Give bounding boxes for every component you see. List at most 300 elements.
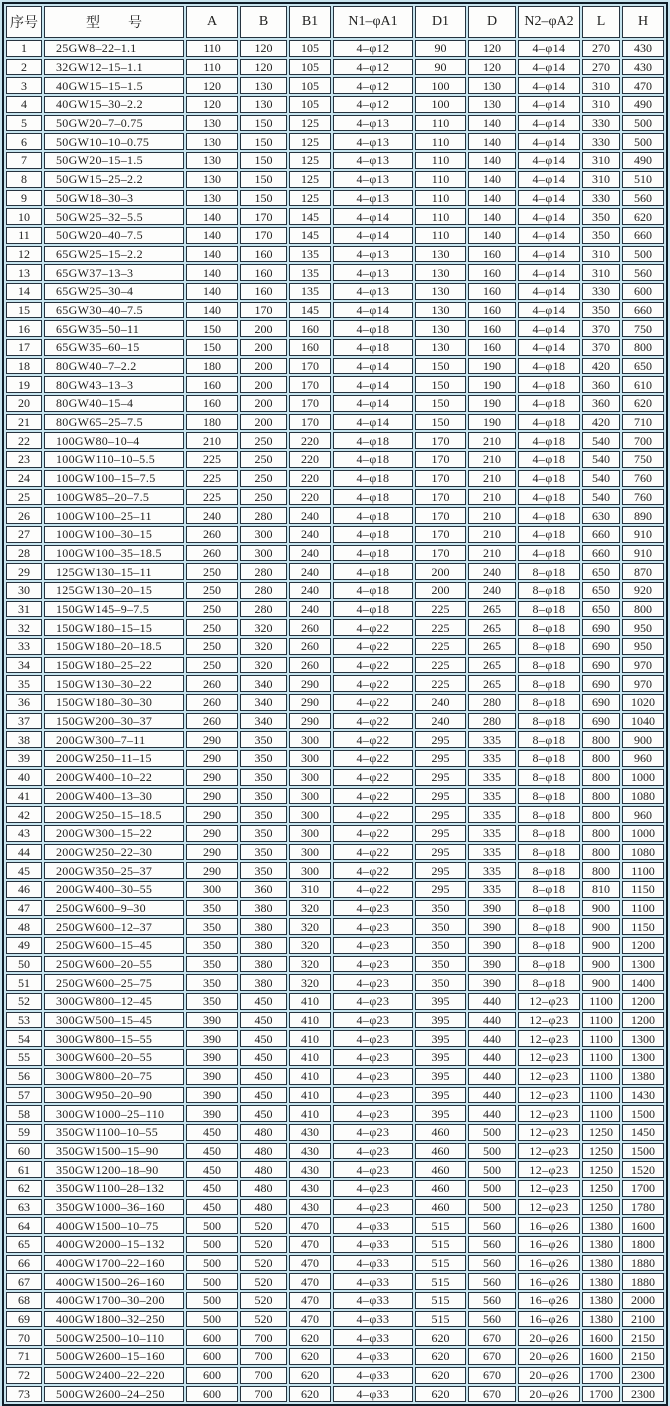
cell-D1: 225 (415, 638, 466, 655)
cell-B1: 470 (289, 1311, 331, 1328)
cell-model: 150GW200–30–37 (44, 713, 184, 730)
cell-D: 335 (468, 825, 516, 842)
cell-D: 335 (468, 788, 516, 805)
cell-B: 700 (240, 1386, 287, 1403)
cell-N1-A1: 4–φ33 (333, 1386, 413, 1403)
cell-B1: 240 (289, 582, 331, 599)
cell-A: 290 (186, 750, 238, 767)
table-row (6, 1012, 664, 1029)
cell-N2-A2: 16–φ26 (518, 1273, 580, 1290)
cell-B: 480 (240, 1143, 287, 1160)
cell-D: 120 (468, 40, 516, 57)
cell-N1-A1: 4–φ23 (333, 993, 413, 1010)
cell-D1: 110 (415, 171, 466, 188)
cell-A: 500 (186, 1311, 238, 1328)
cell-H: 920 (622, 582, 664, 599)
cell-model: 150GW180–15–15 (44, 619, 184, 636)
table-body (6, 40, 664, 1402)
cell-N1-A1: 4–φ22 (333, 619, 413, 636)
cell-model: 400GW1700–30–200 (44, 1292, 184, 1309)
cell-D1: 620 (415, 1329, 466, 1346)
cell-B1: 240 (289, 601, 331, 618)
cell-B1: 170 (289, 376, 331, 393)
cell-A: 140 (186, 227, 238, 244)
cell-B1: 470 (289, 1236, 331, 1253)
cell-D1: 515 (415, 1217, 466, 1234)
cell-D1: 150 (415, 376, 466, 393)
cell-N2-A2: 12–φ23 (518, 1180, 580, 1197)
header-N2-A2: N2–φA2 (518, 6, 580, 38)
cell-D: 140 (468, 152, 516, 169)
cell-B: 150 (240, 115, 287, 132)
cell-B1: 620 (289, 1329, 331, 1346)
cell-D: 160 (468, 283, 516, 300)
cell-D: 265 (468, 638, 516, 655)
cell-D1: 150 (415, 358, 466, 375)
cell-model: 300GW950–20–90 (44, 1087, 184, 1104)
cell-model: 250GW600–12–37 (44, 918, 184, 935)
cell-B: 150 (240, 171, 287, 188)
cell-N2-A2: 4–φ14 (518, 264, 580, 281)
cell-A: 130 (186, 152, 238, 169)
cell-D: 140 (468, 227, 516, 244)
cell-N1-A1: 4–φ13 (333, 133, 413, 150)
cell-A: 110 (186, 59, 238, 76)
table-row (6, 451, 664, 468)
cell-B: 450 (240, 1049, 287, 1066)
cell-B1: 430 (289, 1161, 331, 1178)
cell-H: 750 (622, 451, 664, 468)
cell-H: 1100 (622, 862, 664, 879)
cell-L: 900 (582, 900, 620, 917)
table-row (6, 395, 664, 412)
cell-A: 290 (186, 806, 238, 823)
cell-L: 900 (582, 956, 620, 973)
table-row (6, 862, 664, 879)
pump-spec-table (2, 2, 668, 1406)
cell-L: 800 (582, 788, 620, 805)
cell-D: 210 (468, 489, 516, 506)
cell-D1: 170 (415, 507, 466, 524)
cell-A: 450 (186, 1199, 238, 1216)
cell-index: 14 (6, 283, 42, 300)
cell-B1: 105 (289, 77, 331, 94)
header-model: 型 号 (44, 6, 184, 38)
cell-H: 660 (622, 227, 664, 244)
cell-model: 40GW15–15–1.5 (44, 77, 184, 94)
cell-D: 240 (468, 563, 516, 580)
cell-N2-A2: 12–φ23 (518, 1161, 580, 1178)
table-row (6, 1030, 664, 1047)
cell-D: 140 (468, 115, 516, 132)
cell-B: 200 (240, 320, 287, 337)
cell-N2-A2: 12–φ23 (518, 1199, 580, 1216)
cell-L: 540 (582, 489, 620, 506)
table-row (6, 1105, 664, 1122)
table-row (6, 40, 664, 57)
cell-A: 225 (186, 451, 238, 468)
cell-H: 430 (622, 40, 664, 57)
cell-N1-A1: 4–φ18 (333, 526, 413, 543)
cell-D: 560 (468, 1292, 516, 1309)
cell-N2-A2: 4–φ14 (518, 320, 580, 337)
cell-model: 350GW1500–15–90 (44, 1143, 184, 1160)
cell-B1: 105 (289, 96, 331, 113)
cell-B1: 240 (289, 507, 331, 524)
cell-H: 1600 (622, 1217, 664, 1234)
cell-N2-A2: 8–φ18 (518, 900, 580, 917)
cell-N2-A2: 12–φ23 (518, 1012, 580, 1029)
cell-A: 110 (186, 40, 238, 57)
cell-A: 390 (186, 1030, 238, 1047)
cell-B: 160 (240, 283, 287, 300)
cell-N1-A1: 4–φ22 (333, 675, 413, 692)
cell-L: 360 (582, 376, 620, 393)
cell-index: 41 (6, 788, 42, 805)
table-row (6, 638, 664, 655)
table-row (6, 844, 664, 861)
cell-H: 910 (622, 526, 664, 543)
cell-D: 390 (468, 974, 516, 991)
cell-N2-A2: 12–φ23 (518, 1030, 580, 1047)
cell-D: 500 (468, 1161, 516, 1178)
cell-D: 265 (468, 601, 516, 618)
cell-H: 490 (622, 96, 664, 113)
cell-D1: 515 (415, 1273, 466, 1290)
cell-L: 660 (582, 526, 620, 543)
cell-H: 500 (622, 115, 664, 132)
cell-D1: 110 (415, 115, 466, 132)
cell-index: 5 (6, 115, 42, 132)
cell-B1: 320 (289, 974, 331, 991)
cell-A: 350 (186, 956, 238, 973)
cell-D1: 170 (415, 432, 466, 449)
cell-index: 71 (6, 1348, 42, 1365)
cell-D1: 515 (415, 1311, 466, 1328)
cell-D: 210 (468, 526, 516, 543)
cell-A: 300 (186, 881, 238, 898)
cell-N1-A1: 4–φ12 (333, 40, 413, 57)
cell-N1-A1: 4–φ13 (333, 190, 413, 207)
cell-H: 620 (622, 208, 664, 225)
cell-D: 130 (468, 77, 516, 94)
cell-D: 390 (468, 900, 516, 917)
cell-B: 360 (240, 881, 287, 898)
cell-D: 335 (468, 731, 516, 748)
table-row (6, 937, 664, 954)
cell-A: 140 (186, 264, 238, 281)
header-B: B (240, 6, 287, 38)
cell-N1-A1: 4–φ18 (333, 545, 413, 562)
cell-N1-A1: 4–φ18 (333, 601, 413, 618)
cell-index: 25 (6, 489, 42, 506)
table-row (6, 545, 664, 562)
cell-H: 1880 (622, 1255, 664, 1272)
cell-N2-A2: 8–φ18 (518, 788, 580, 805)
cell-N2-A2: 8–φ18 (518, 974, 580, 991)
cell-model: 250GW600–9–30 (44, 900, 184, 917)
cell-L: 800 (582, 731, 620, 748)
cell-H: 560 (622, 264, 664, 281)
cell-index: 57 (6, 1087, 42, 1104)
cell-N2-A2: 4–φ18 (518, 489, 580, 506)
cell-D: 160 (468, 246, 516, 263)
cell-L: 650 (582, 582, 620, 599)
cell-B1: 125 (289, 133, 331, 150)
cell-model: 350GW1200–18–90 (44, 1161, 184, 1178)
cell-B: 200 (240, 376, 287, 393)
cell-D: 335 (468, 844, 516, 861)
cell-B: 250 (240, 470, 287, 487)
cell-L: 330 (582, 190, 620, 207)
cell-B1: 310 (289, 881, 331, 898)
cell-B1: 300 (289, 750, 331, 767)
cell-A: 350 (186, 937, 238, 954)
cell-D: 120 (468, 59, 516, 76)
cell-model: 100GW80–10–4 (44, 432, 184, 449)
cell-A: 140 (186, 283, 238, 300)
cell-D1: 460 (415, 1124, 466, 1141)
cell-index: 48 (6, 918, 42, 935)
cell-D1: 225 (415, 619, 466, 636)
cell-A: 250 (186, 657, 238, 674)
table-row (6, 302, 664, 319)
cell-index: 18 (6, 358, 42, 375)
cell-D1: 150 (415, 395, 466, 412)
cell-D1: 295 (415, 788, 466, 805)
cell-model: 65GW30–40–7.5 (44, 302, 184, 319)
cell-B: 380 (240, 900, 287, 917)
table-row (6, 1367, 664, 1384)
cell-model: 100GW85–20–7.5 (44, 489, 184, 506)
cell-N2-A2: 4–φ18 (518, 545, 580, 562)
cell-model: 350GW1000–36–160 (44, 1199, 184, 1216)
cell-N1-A1: 4–φ18 (333, 489, 413, 506)
table-row (6, 432, 664, 449)
cell-N2-A2: 16–φ26 (518, 1236, 580, 1253)
cell-A: 350 (186, 993, 238, 1010)
cell-D: 210 (468, 470, 516, 487)
cell-A: 290 (186, 862, 238, 879)
cell-N2-A2: 20–φ26 (518, 1386, 580, 1403)
cell-N2-A2: 8–φ18 (518, 956, 580, 973)
cell-L: 1700 (582, 1386, 620, 1403)
cell-B: 520 (240, 1292, 287, 1309)
cell-model: 400GW1500–10–75 (44, 1217, 184, 1234)
cell-model: 200GW300–7–11 (44, 731, 184, 748)
cell-B: 350 (240, 788, 287, 805)
cell-index: 39 (6, 750, 42, 767)
cell-D: 160 (468, 339, 516, 356)
table-row (6, 283, 664, 300)
cell-L: 1700 (582, 1367, 620, 1384)
cell-D1: 110 (415, 152, 466, 169)
cell-N1-A1: 4–φ22 (333, 862, 413, 879)
cell-B: 450 (240, 1087, 287, 1104)
cell-D: 440 (468, 1068, 516, 1085)
table-row (6, 993, 664, 1010)
cell-H: 1300 (622, 1030, 664, 1047)
cell-B1: 220 (289, 470, 331, 487)
cell-A: 350 (186, 918, 238, 935)
cell-index: 70 (6, 1329, 42, 1346)
cell-index: 44 (6, 844, 42, 861)
cell-B1: 240 (289, 526, 331, 543)
cell-index: 35 (6, 675, 42, 692)
cell-D: 560 (468, 1311, 516, 1328)
cell-N1-A1: 4–φ23 (333, 1012, 413, 1029)
cell-model: 125GW130–15–11 (44, 563, 184, 580)
table-row (6, 264, 664, 281)
cell-L: 900 (582, 937, 620, 954)
cell-N2-A2: 12–φ23 (518, 1049, 580, 1066)
table-row (6, 769, 664, 786)
cell-model: 50GW10–10–0.75 (44, 133, 184, 150)
cell-B: 350 (240, 806, 287, 823)
table-row (6, 900, 664, 917)
table-row (6, 376, 664, 393)
cell-L: 800 (582, 806, 620, 823)
cell-index: 42 (6, 806, 42, 823)
cell-B1: 410 (289, 1012, 331, 1029)
cell-H: 1150 (622, 918, 664, 935)
table-row (6, 320, 664, 337)
cell-L: 800 (582, 862, 620, 879)
cell-index: 38 (6, 731, 42, 748)
cell-N1-A1: 4–φ22 (333, 694, 413, 711)
table-row (6, 1329, 664, 1346)
cell-D: 440 (468, 1087, 516, 1104)
cell-N2-A2: 8–φ18 (518, 881, 580, 898)
cell-D1: 395 (415, 1087, 466, 1104)
cell-D1: 130 (415, 246, 466, 263)
cell-A: 500 (186, 1273, 238, 1290)
cell-B1: 320 (289, 956, 331, 973)
cell-D1: 110 (415, 190, 466, 207)
cell-N2-A2: 20–φ26 (518, 1329, 580, 1346)
cell-L: 370 (582, 320, 620, 337)
cell-D: 210 (468, 451, 516, 468)
cell-N1-A1: 4–φ18 (333, 563, 413, 580)
cell-N2-A2: 4–φ14 (518, 59, 580, 76)
cell-index: 53 (6, 1012, 42, 1029)
cell-H: 1800 (622, 1236, 664, 1253)
cell-D1: 460 (415, 1180, 466, 1197)
cell-index: 47 (6, 900, 42, 917)
cell-B: 340 (240, 694, 287, 711)
cell-H: 1100 (622, 900, 664, 917)
cell-D1: 130 (415, 302, 466, 319)
cell-N2-A2: 8–φ18 (518, 713, 580, 730)
table-row (6, 657, 664, 674)
cell-N1-A1: 4–φ33 (333, 1236, 413, 1253)
cell-B1: 410 (289, 993, 331, 1010)
table-row (6, 1386, 664, 1403)
cell-D1: 395 (415, 1049, 466, 1066)
cell-index: 69 (6, 1311, 42, 1328)
cell-H: 2000 (622, 1292, 664, 1309)
cell-B: 450 (240, 993, 287, 1010)
cell-B: 130 (240, 77, 287, 94)
table-row (6, 1311, 664, 1328)
cell-H: 1080 (622, 844, 664, 861)
cell-B1: 320 (289, 918, 331, 935)
table-row (6, 881, 664, 898)
cell-N1-A1: 4–φ23 (333, 1199, 413, 1216)
cell-model: 200GW400–30–55 (44, 881, 184, 898)
cell-L: 1250 (582, 1143, 620, 1160)
table-row (6, 1217, 664, 1234)
cell-N2-A2: 8–φ18 (518, 694, 580, 711)
cell-model: 50GW20–7–0.75 (44, 115, 184, 132)
cell-model: 50GW18–30–3 (44, 190, 184, 207)
table-row (6, 1199, 664, 1216)
table-row (6, 582, 664, 599)
cell-N1-A1: 4–φ18 (333, 451, 413, 468)
cell-B: 170 (240, 208, 287, 225)
cell-L: 270 (582, 40, 620, 57)
table-row (6, 1161, 664, 1178)
cell-N1-A1: 4–φ14 (333, 395, 413, 412)
cell-D1: 200 (415, 563, 466, 580)
cell-A: 260 (186, 713, 238, 730)
cell-A: 390 (186, 1105, 238, 1122)
cell-A: 250 (186, 619, 238, 636)
cell-model: 200GW250–22–30 (44, 844, 184, 861)
cell-D: 140 (468, 190, 516, 207)
cell-D: 500 (468, 1124, 516, 1141)
table-row (6, 825, 664, 842)
cell-N1-A1: 4–φ33 (333, 1329, 413, 1346)
cell-N2-A2: 4–φ18 (518, 376, 580, 393)
table-row (6, 470, 664, 487)
cell-A: 600 (186, 1329, 238, 1346)
cell-L: 330 (582, 115, 620, 132)
cell-L: 1600 (582, 1348, 620, 1365)
cell-N1-A1: 4–φ23 (333, 1087, 413, 1104)
cell-index: 63 (6, 1199, 42, 1216)
cell-B1: 300 (289, 769, 331, 786)
cell-N2-A2: 4–φ14 (518, 115, 580, 132)
cell-model: 65GW35–60–15 (44, 339, 184, 356)
cell-L: 1100 (582, 1030, 620, 1047)
cell-H: 620 (622, 395, 664, 412)
cell-H: 1200 (622, 993, 664, 1010)
cell-N2-A2: 4–φ18 (518, 526, 580, 543)
cell-index: 68 (6, 1292, 42, 1309)
cell-D: 335 (468, 769, 516, 786)
cell-N2-A2: 8–φ18 (518, 619, 580, 636)
cell-D1: 620 (415, 1348, 466, 1365)
cell-model: 300GW600–20–55 (44, 1049, 184, 1066)
cell-N2-A2: 12–φ23 (518, 1087, 580, 1104)
cell-D1: 460 (415, 1161, 466, 1178)
cell-B: 150 (240, 190, 287, 207)
cell-index: 13 (6, 264, 42, 281)
cell-H: 1780 (622, 1199, 664, 1216)
cell-N1-A1: 4–φ13 (333, 264, 413, 281)
cell-D1: 395 (415, 1105, 466, 1122)
table-row (6, 1068, 664, 1085)
cell-N1-A1: 4–φ14 (333, 414, 413, 431)
cell-B1: 320 (289, 937, 331, 954)
cell-D: 265 (468, 619, 516, 636)
cell-A: 390 (186, 1068, 238, 1085)
cell-L: 1380 (582, 1273, 620, 1290)
cell-A: 130 (186, 171, 238, 188)
cell-N2-A2: 12–φ23 (518, 1068, 580, 1085)
cell-index: 7 (6, 152, 42, 169)
